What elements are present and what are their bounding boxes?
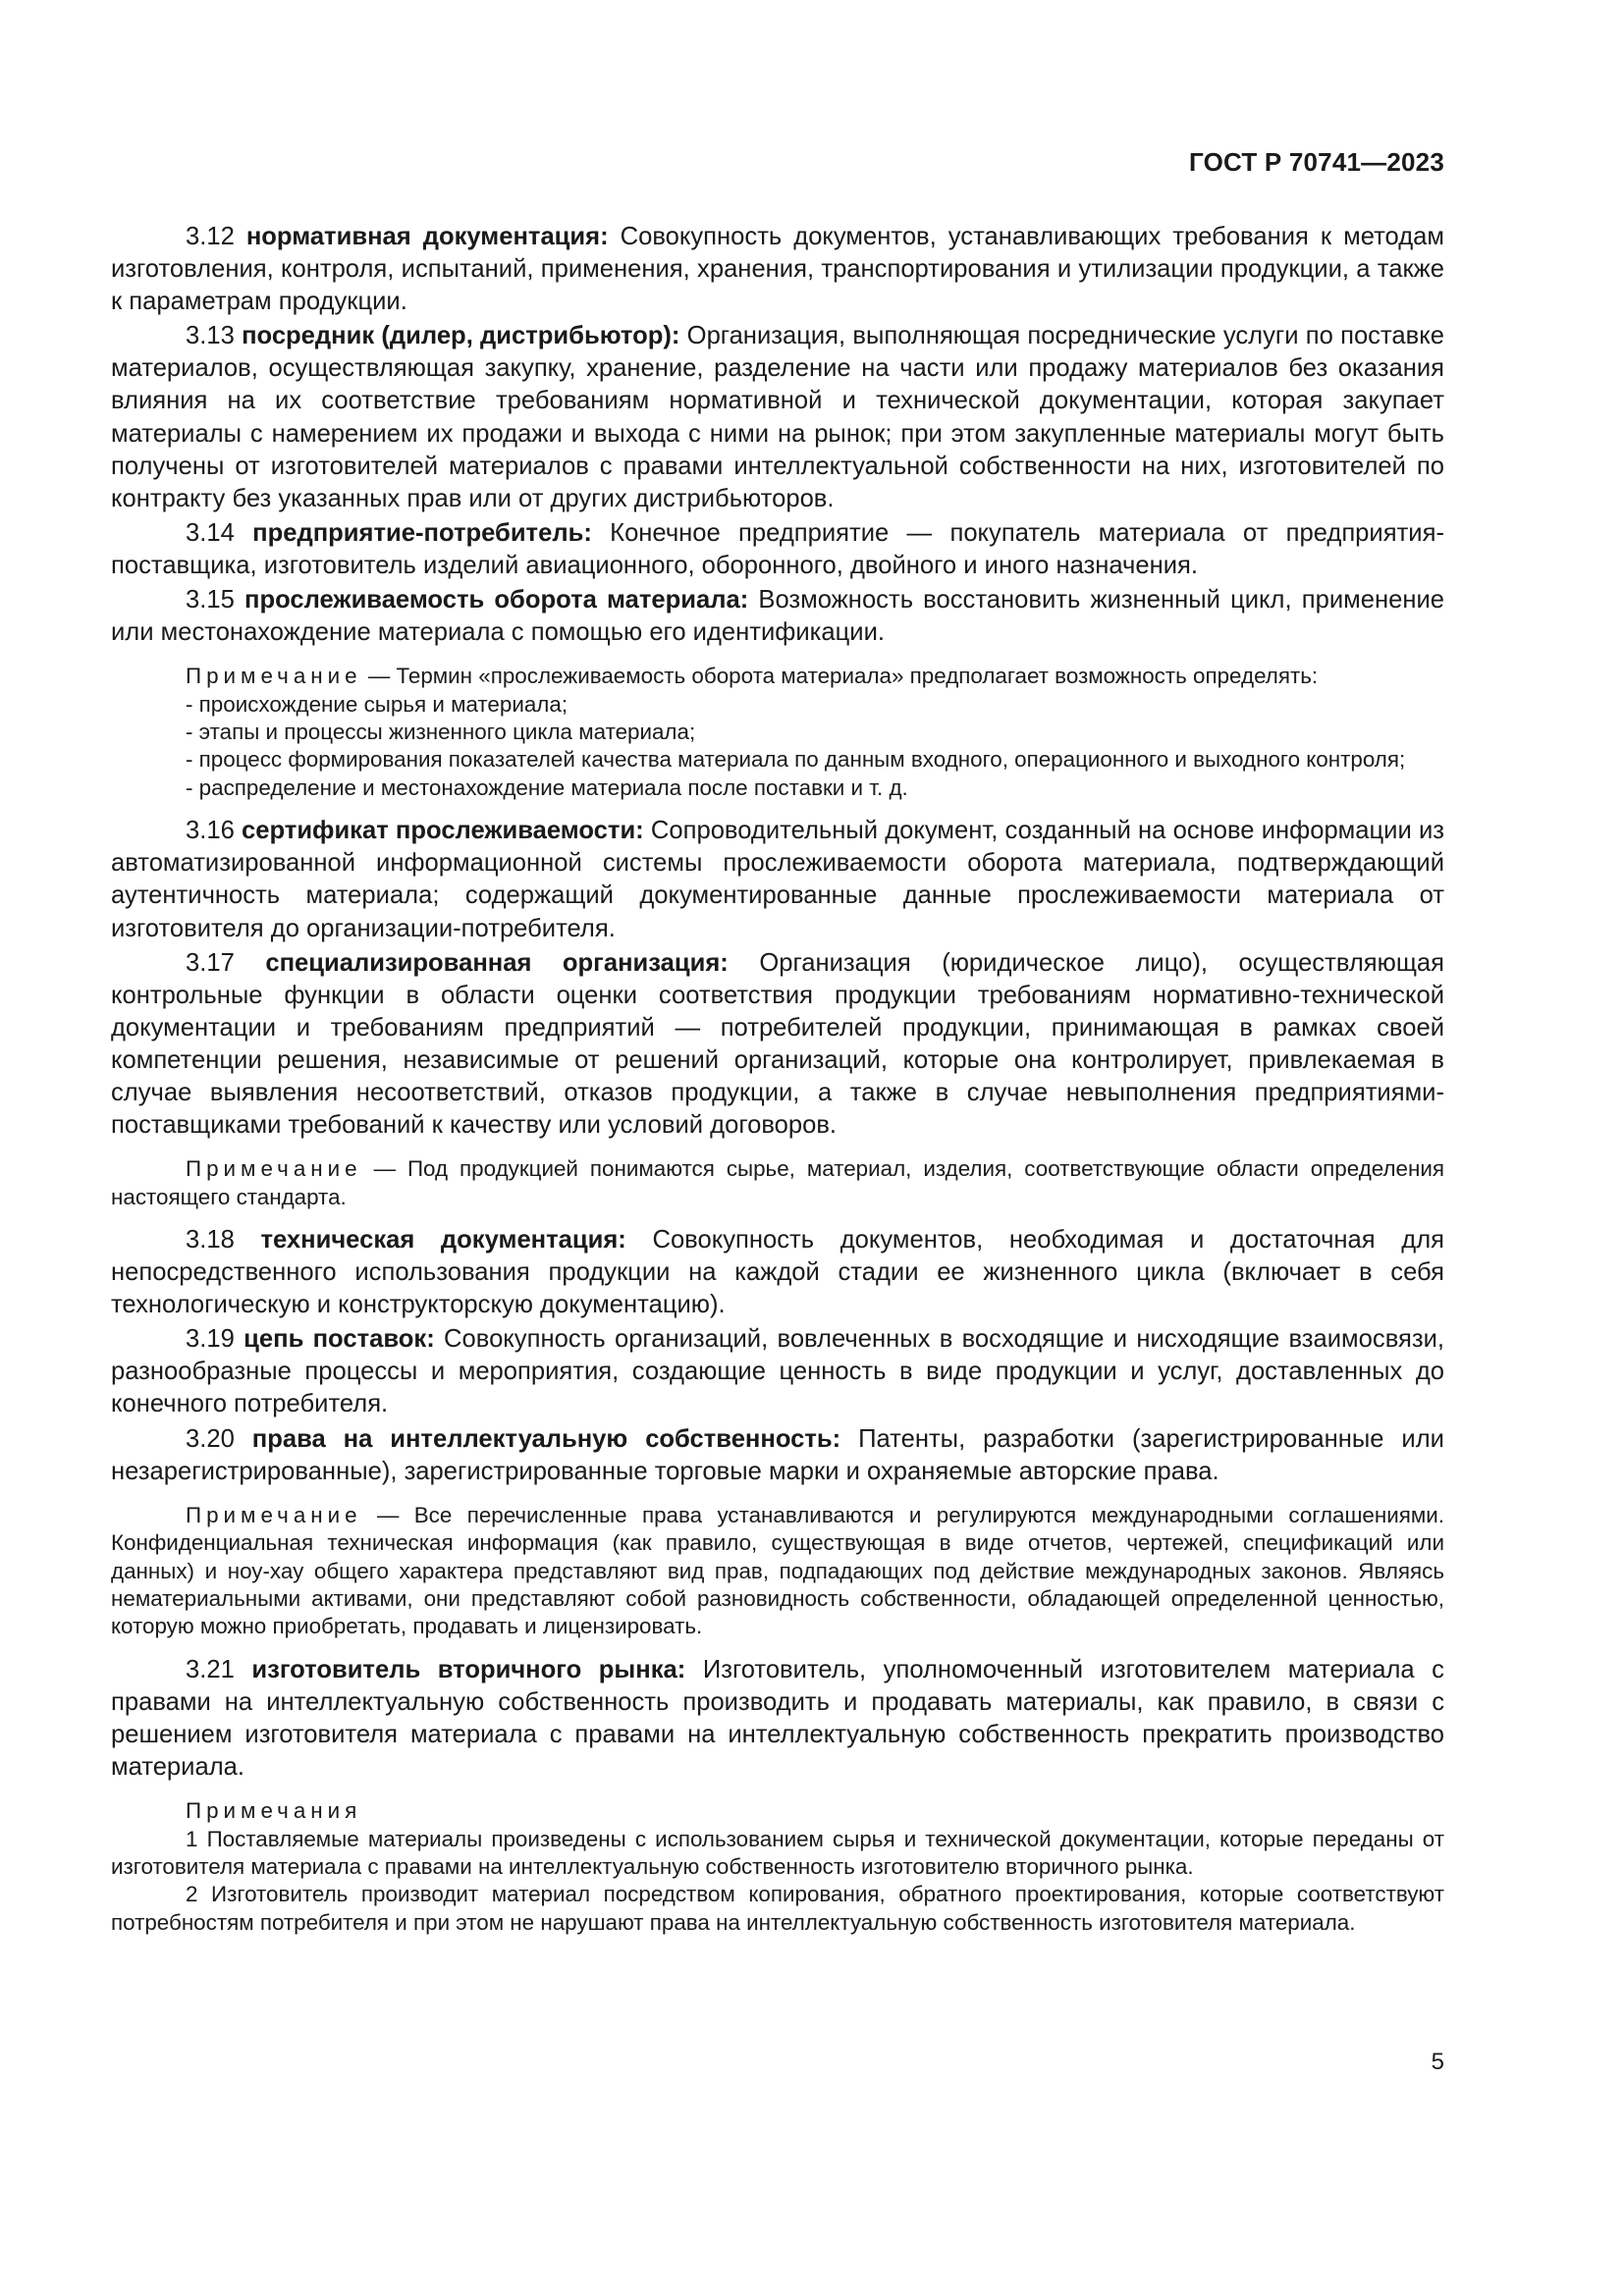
note-label: Примечания xyxy=(186,1798,362,1824)
list-item: - распределение и местонахождение материала после поставки и т. д. xyxy=(186,774,908,800)
note-label: Примечание xyxy=(186,664,362,689)
document-body xyxy=(111,221,1444,1949)
term-3-12: 3.12 нормативная документация: Совокупность документов, устанавливающих требования к методам изготовления, контроля, испытаний, применения, хранения, транспортирования и утилизации продукции, а также к параметрам продукции. xyxy=(111,223,1444,316)
note-text: — Под продукцией понимаются сырье, материал, изделия, соответствующие области определения настоящего стандарта. xyxy=(111,1156,1444,1209)
term-3-17: 3.17 специализированная организация: Организация (юридическое лицо), осуществляющая контрольные функции в области оценки соответствия продукции требованиям нормативно-технической документации и требованиям предприятий — потребителей продукции, принимающая в рамках своей компетенции решения, независимые от решений организаций, которые она контролирует, привлекаемая в случае выявления несоответствий, отказов продукции, а также в случае невыполнения предприятиями-поставщиками требований к качеству или условий договоров. xyxy=(111,948,1444,1140)
note-label: Примечание xyxy=(186,1156,362,1182)
term-3-18: 3.18 техническая документация: Совокупность документов, необходимая и достаточная для непосредственного использования продукции на каждой стадии ее жизненного цикла (включает в себя технологическую и конструкторскую документацию). xyxy=(111,1226,1444,1319)
term-3-13: 3.13 посредник (дилер, дистрибьютор): Организация, выполняющая посреднические услуги по поставке материалов, осуществляющая закупку, хранение, разделение на части или продажу материалов без оказания влияния на их соответствие требованиям нормативной и технической документации, которая закупает материалы с намерением их продажи и выхода с ними на рынок; при этом закупленные материалы могут быть получены от изготовителей материалов с правами интеллектуальной собственности на них, изготовителей по контракту без указанных прав или от других дистрибьюторов. xyxy=(111,322,1444,512)
note-3-15 xyxy=(111,663,1444,802)
note-label: Примечание xyxy=(186,1502,362,1527)
note-text: — Все перечисленные права устанавливаются и регулируются международными соглашениями. Конфиденциальная техническая информация (как правило, существующая в виде отчетов, чертежей, спецификаций или данных) и ноу-хау общего характера представляют вид прав, подпадающих под действие международных законов. Являясь нематериальными активами, они представляют собой разновидность собственности, обладающей определенной ценностью, которую можно приобретать, продавать и лицензировать. xyxy=(111,1502,1444,1639)
term-3-19: 3.19 цепь поставок: Совокупность организаций, вовлеченных в восходящие и нисходящие взаимосвязи, разнообразные процессы и мероприятия, создающие ценность в виде продукции и услуг, доставленных до конечного потребителя. xyxy=(111,1325,1444,1418)
list-item: - процесс формирования показателей качества материала по данным входного, операционного и выходного контроля; xyxy=(186,747,1406,773)
term-3-16: 3.16 сертификат прослеживаемости: Сопроводительный документ, созданный на основе информации из автоматизированной информационной системы прослеживаемости оборота материала, подтверждающий аутентичность материала; содержащий документированные данные прослеживаемости материала от изготовителя до организации-потребителя. xyxy=(111,817,1444,942)
note-3-21 xyxy=(111,1797,1444,1937)
term-3-15: 3.15 прослеживаемость оборота материала: Возможность восстановить жизненный цикл, применение или местонахождение материала с помощью его идентификации. xyxy=(111,586,1444,647)
note-item: 1 Поставляемые материалы произведены с использованием сырья и технической документации, которые переданы от изготовителя материала с правами на интеллектуальную собственность изготовителю вторичного рынка. xyxy=(111,1826,1444,1879)
note-3-20 xyxy=(111,1502,1444,1641)
list-item: - этапы и процессы жизненного цикла материала; xyxy=(186,720,696,745)
list-item: - происхождение сырья и материала; xyxy=(186,691,568,717)
note-text: — Термин «прослеживаемость оборота материала» предполагает возможность определять: xyxy=(367,664,1319,689)
note-item: 2 Изготовитель производит материал посредством копирования, обратного проектирования, которые соответствуют потребностям потребителя и при этом не нарушают права на интеллектуальную собственность изготовителя материала. xyxy=(111,1882,1444,1935)
page-number: 5 xyxy=(1431,2049,1444,2075)
document-header: ГОСТ Р 70741—2023 xyxy=(1189,147,1444,177)
note-3-17 xyxy=(111,1155,1444,1211)
term-3-14: 3.14 предприятие-потребитель: Конечное предприятие — покупатель материала от предприятия-поставщика, изготовитель изделий авиационного, оборонного, двойного и иного назначения. xyxy=(111,518,1444,579)
term-3-21: 3.21 изготовитель вторичного рынка: Изготовитель, уполномоченный изготовителем материала с правами на интеллектуальную собственность производить и продавать материалы, как правило, в связи с решением изготовителя материала с правами на интеллектуальную собственность прекратить производство материала. xyxy=(111,1655,1444,1782)
term-3-20: 3.20 права на интеллектуальную собственность: Патенты, разработки (зарегистрированные или незарегистрированные), зарегистрированные торговые марки и охраняемые авторские права. xyxy=(111,1424,1444,1485)
